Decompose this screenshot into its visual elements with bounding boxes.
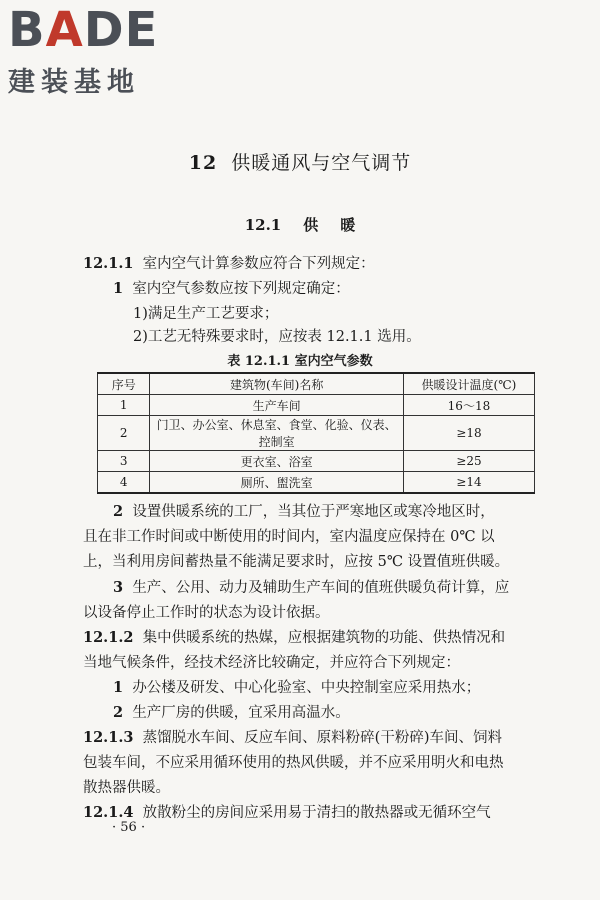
chapter-title <box>0 148 600 175</box>
cell-temperature: ≥25 <box>403 451 534 472</box>
header-heating-temperature: 供暖设计温度(℃) <box>403 373 534 395</box>
clause-12-1-3-line-1 <box>83 726 502 747</box>
cell-building-name: 生产车间 <box>150 395 403 416</box>
sub-item-1: 1)满足生产工艺要求； <box>133 306 279 322</box>
logo-subtitle: 建装基地 <box>8 67 140 98</box>
clause-12-1-3-line-3: 散热器供暖。 <box>83 780 170 796</box>
logo-letters-de: DE <box>83 2 159 58</box>
table-caption: 表 12.1.1 室内空气参数 <box>227 354 373 369</box>
cell-temperature: ≥18 <box>403 416 534 451</box>
clause-text: 放散粉尘的房间应采用易于清扫的散热器或无循环空气 <box>142 805 491 821</box>
section-title-part-2: 暖 <box>340 216 356 234</box>
item-3-line-2: 以设备停止工作时的状态为设计依据。 <box>83 605 330 621</box>
table-row <box>98 472 535 494</box>
item-number: 1 <box>113 679 124 696</box>
section-title <box>0 214 600 235</box>
section-number: 12.1 <box>244 216 282 234</box>
item-text: 室内空气参数应按下列规定确定： <box>132 281 350 297</box>
logo-letter-a: A <box>45 2 84 58</box>
logo-letter-b: B <box>8 2 46 58</box>
clause-number: 12.1.4 <box>83 804 134 821</box>
section-title-part-1: 供 <box>303 216 319 234</box>
item-number: 3 <box>113 579 124 596</box>
item-2-line-2: 且在非工作时间或中断使用的时间内，室内温度应保持在 0℃ 以 <box>83 529 495 545</box>
cell-building-name: 更衣室、浴室 <box>150 451 403 472</box>
indoor-air-parameters-table <box>97 372 535 494</box>
item-number: 1 <box>113 280 124 297</box>
clause-12-1-2-item-1 <box>113 676 480 697</box>
clause-text: 室内空气计算参数应符合下列规定： <box>142 256 375 272</box>
clause-12-1-4-line-1 <box>83 801 491 822</box>
logo-wordmark <box>8 2 159 58</box>
chapter-name: 供暖通风与空气调节 <box>231 152 412 174</box>
item-2-line-3: 上，当利用房间蓄热量不能满足要求时，应按 5℃ 设置值班供暖。 <box>83 554 510 570</box>
item-text: 生产厂房的供暖，宜采用高温水。 <box>132 705 350 721</box>
header-building-name: 建筑物(车间)名称 <box>150 373 403 395</box>
item-1 <box>113 277 350 298</box>
cell-building-name: 门卫、办公室、休息室、食堂、化验、仪表、控制室 <box>150 416 403 451</box>
cell-index: 1 <box>98 395 150 416</box>
item-text: 办公楼及研发、中心化验室、中央控制室应采用热水； <box>132 680 481 696</box>
item-text: 生产、公用、动力及辅助生产车间的值班供暖负荷计算，应 <box>132 580 510 596</box>
cell-index: 2 <box>98 416 150 451</box>
clause-number: 12.1.1 <box>83 255 134 272</box>
cell-temperature: 16～18 <box>403 395 534 416</box>
header-index: 序号 <box>98 373 150 395</box>
item-number: 2 <box>113 704 124 721</box>
clause-12-1-2-line-1 <box>83 626 505 647</box>
cell-index: 3 <box>98 451 150 472</box>
clause-12-1-2-line-2: 当地气候条件，经技术经济比较确定，并应符合下列规定： <box>83 655 460 671</box>
bade-logo <box>8 2 159 99</box>
item-number: 2 <box>113 503 124 520</box>
item-2-line-1 <box>113 500 495 521</box>
item-3-line-1 <box>113 576 509 597</box>
chapter-number: 12 <box>188 152 218 174</box>
cell-building-name: 厕所、盥洗室 <box>150 472 403 494</box>
table-row <box>98 395 535 416</box>
page-number: · 56 · <box>112 820 146 835</box>
clause-12-1-2-item-2 <box>113 701 350 722</box>
clause-number: 12.1.2 <box>83 629 134 646</box>
table-row <box>98 451 535 472</box>
cell-index: 4 <box>98 472 150 494</box>
clause-text: 集中供暖系统的热媒，应根据建筑物的功能、供热情况和 <box>142 630 506 646</box>
item-text: 设置供暖系统的工厂，当其位于严寒地区或寒冷地区时， <box>132 504 495 520</box>
cell-temperature: ≥14 <box>403 472 534 494</box>
sub-item-2: 2)工艺无特殊要求时，应按表 12.1.1 选用。 <box>133 329 421 345</box>
table-header-row <box>98 373 535 395</box>
table-row <box>98 416 535 451</box>
clause-12-1-3-line-2: 包装车间，不应采用循环使用的热风供暖，并不应采用明火和电热 <box>83 755 504 771</box>
clause-12-1-1 <box>83 252 375 273</box>
clause-text: 蒸馏脱水车间、反应车间、原料粉碎(干粉碎)车间、饲料 <box>142 730 502 746</box>
clause-number: 12.1.3 <box>83 729 134 746</box>
